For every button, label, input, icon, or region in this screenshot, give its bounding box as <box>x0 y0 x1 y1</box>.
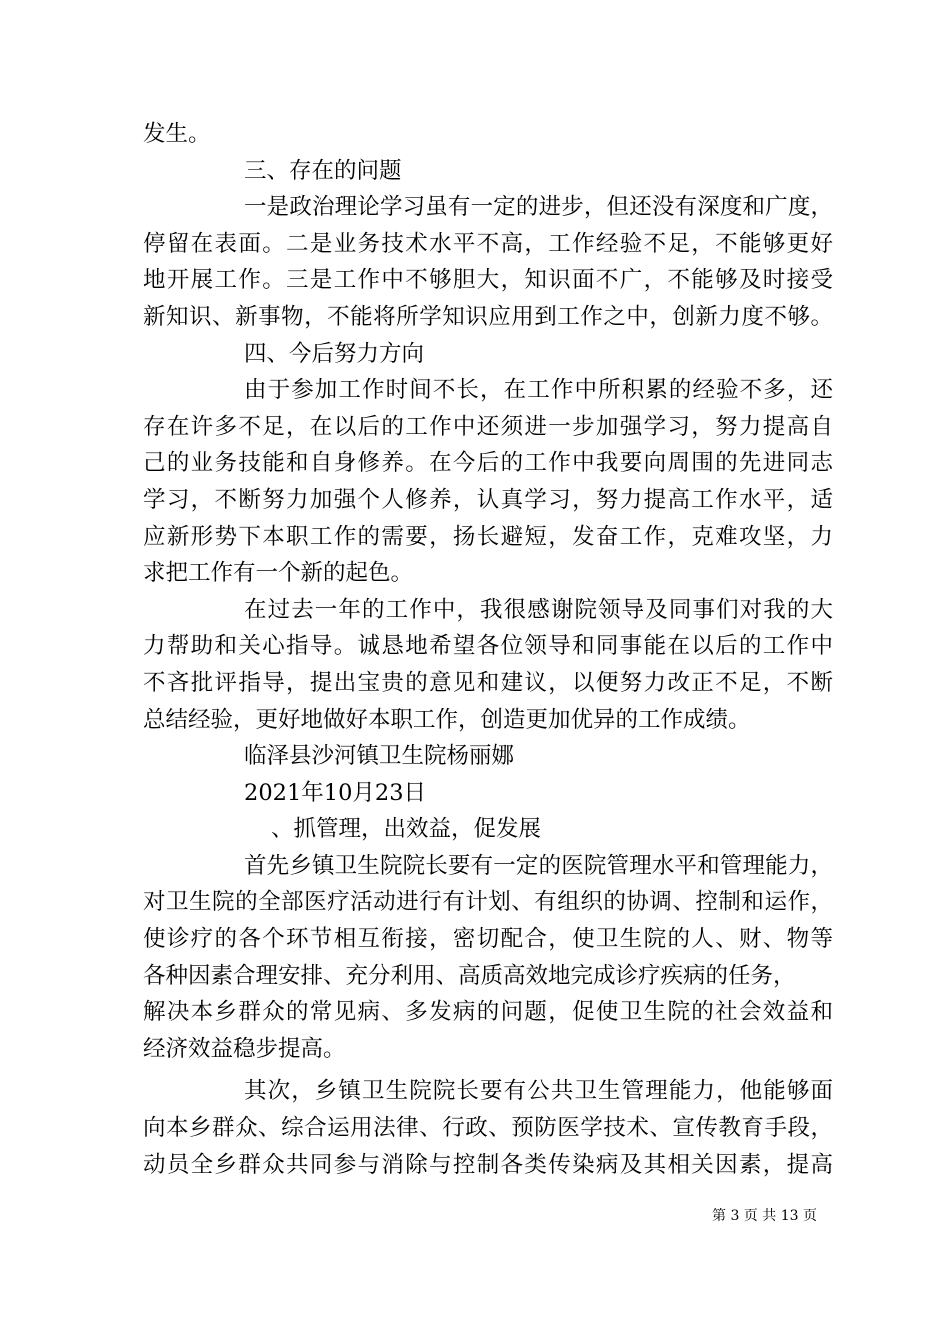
page-number: 第 3 页 共 13 页 <box>712 1208 817 1224</box>
signature-name: 临泽县沙河镇卫生院杨丽娜 <box>244 743 515 770</box>
text-line: 地开展工作。三是工作中不够胆大，知识面不广，不能够及时接受 <box>143 267 833 294</box>
text-line: 使诊疗的各个环节相互衔接，密切配合，使卫生院的人、财、物等 <box>143 926 833 953</box>
document-body <box>143 116 833 1183</box>
signature-date: 2021年10月23日 <box>244 779 427 806</box>
text-line: 学习，不断努力加强个人修养，认真学习，努力提高工作水平，适 <box>143 486 833 513</box>
text-line: 力帮助和关心指导。诚恳地希望各位领导和同事能在以后的工作中 <box>143 633 833 660</box>
text-line: 不吝批评指导，提出宝贵的意见和建议，以便努力改正不足，不断 <box>143 669 833 696</box>
text-line: 己的业务技能和自身修养。在今后的工作中我要向周围的先进同志 <box>143 450 833 477</box>
text-line: 存在许多不足，在以后的工作中还须进一步加强学习，努力提高自 <box>143 413 833 440</box>
text-line: 新知识、新事物，不能将所学知识应用到工作之中，创新力度不够。 <box>143 303 833 330</box>
text-line: 向本乡群众、综合运用法律、行政、预防医学技术、宣传教育手段， <box>143 1115 833 1142</box>
text-line: 各种因素合理安排、充分利用、高质高效地完成诊疗疾病的任务， <box>143 962 796 989</box>
text-line: 经济效益稳步提高。 <box>143 1035 346 1062</box>
text-line: 在过去一年的工作中，我很感谢院领导及同事们对我的大 <box>244 596 833 623</box>
text-line: 首先乡镇卫生院院长要有一定的医院管理水平和管理能力， <box>244 852 833 879</box>
text-line: 动员全乡群众共同参与消除与控制各类传染病及其相关因素，提高 <box>143 1151 833 1178</box>
text-line: 应新形势下本职工作的需要，扬长避短，发奋工作，克难攻坚，力 <box>143 523 833 550</box>
section-heading: 、抓管理，出效益，促发展 <box>271 816 542 843</box>
text-line: 其次，乡镇卫生院院长要有公共卫生管理能力，他能够面 <box>244 1078 833 1105</box>
text-line: 发生。 <box>143 121 211 147</box>
text-line: 解决本乡群众的常见病、多发病的问题，促使卫生院的社会效益和 <box>143 999 833 1026</box>
text-line: 由于参加工作时间不长，在工作中所积累的经验不多，还 <box>244 377 833 404</box>
text-line: 对卫生院的全部医疗活动进行有计划、有组织的协调、控制和运作， <box>143 889 833 916</box>
section-heading: 三、存在的问题 <box>244 157 402 184</box>
section-heading: 四、今后努力方向 <box>244 340 425 367</box>
text-line: 一是政治理论学习虽有一定的进步，但还没有深度和广度， <box>244 194 833 221</box>
text-line: 停留在表面。二是业务技术水平不高，工作经验不足，不能够更好 <box>143 230 833 257</box>
text-line: 求把工作有一个新的起色。 <box>143 560 414 587</box>
text-line: 总结经验，更好地做好本职工作，创造更加优异的工作成绩。 <box>143 706 751 733</box>
